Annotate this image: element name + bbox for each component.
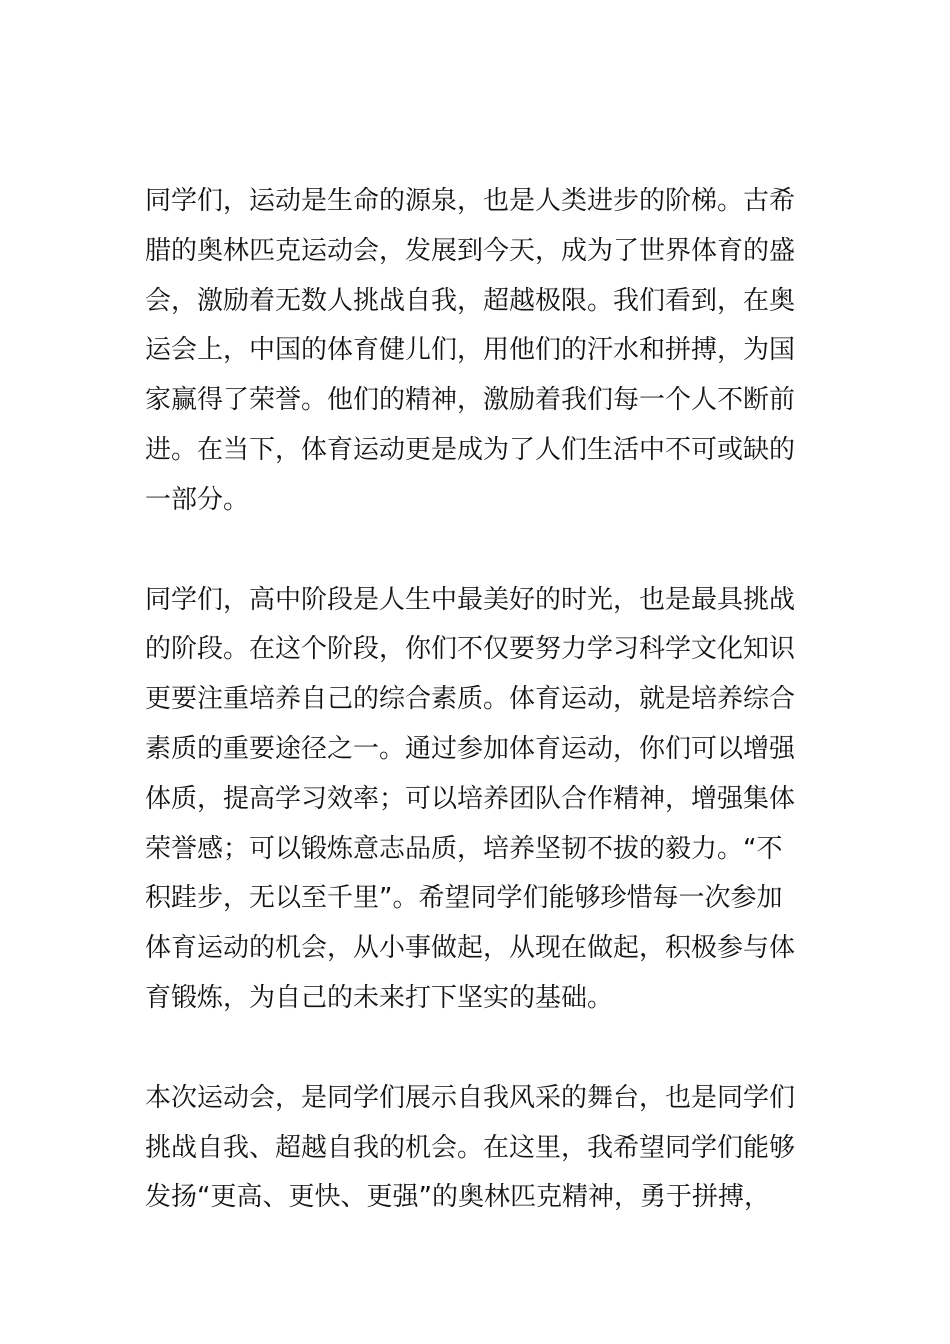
text-line: 挑战自我、超越自我的机会。在这里，我希望同学们能够 (145, 1132, 796, 1163)
paragraph-spacer (145, 526, 813, 576)
paragraph-3 (145, 1074, 813, 1223)
paragraph-1 (145, 177, 813, 526)
text-line: 家赢得了荣誉。他们的精神，激励着我们每一个人不断前 (145, 385, 796, 416)
text-line: 同学们，运动是生命的源泉，也是人类进步的阶梯。古希 (145, 186, 796, 216)
text-line: 荣誉感；可以锻炼意志品质，培养坚韧不拔的毅力。“不 (145, 833, 783, 864)
paragraph-spacer (145, 1024, 813, 1074)
text-line: 本次运动会，是同学们展示自我风采的舞台，也是同学们 (145, 1082, 796, 1113)
text-line: 会，激励着无数人挑战自我，超越极限。我们看到，在奥 (145, 285, 796, 316)
text-line: 腊的奥林匹克运动会，发展到今天，成为了世界体育的盛 (145, 235, 796, 266)
text-line: 素质的重要途径之一。通过参加体育运动，你们可以增强 (145, 733, 796, 764)
text-line: 运会上，中国的体育健儿们，用他们的汗水和拼搏，为国 (145, 335, 796, 366)
text-line: 更要注重培养自己的综合素质。体育运动，就是培养综合 (145, 684, 796, 715)
text-line: 育锻炼，为自己的未来打下坚实的基础。 (145, 982, 614, 1013)
document-body (145, 177, 813, 1223)
text-line: 体育运动的机会，从小事做起，从现在做起，积极参与体 (145, 933, 796, 964)
text-line: 进。在当下，体育运动更是成为了人们生活中不可或缺的 (145, 434, 796, 465)
text-line: 同学们，高中阶段是人生中最美好的时光，也是最具挑战 (145, 584, 796, 615)
text-line: 积跬步，无以至千里”。希望同学们能够珍惜每一次参加 (145, 883, 783, 914)
text-line: 体质，提高学习效率；可以培养团队合作精神，增强集体 (145, 783, 796, 814)
text-line: 的阶段。在这个阶段，你们不仅要努力学习科学文化知识 (145, 634, 796, 665)
text-line: 一部分。 (145, 484, 250, 515)
paragraph-2 (145, 576, 813, 1024)
text-line: 发扬“更高、更快、更强”的奥林匹克精神，勇于拼搏， (145, 1182, 770, 1213)
